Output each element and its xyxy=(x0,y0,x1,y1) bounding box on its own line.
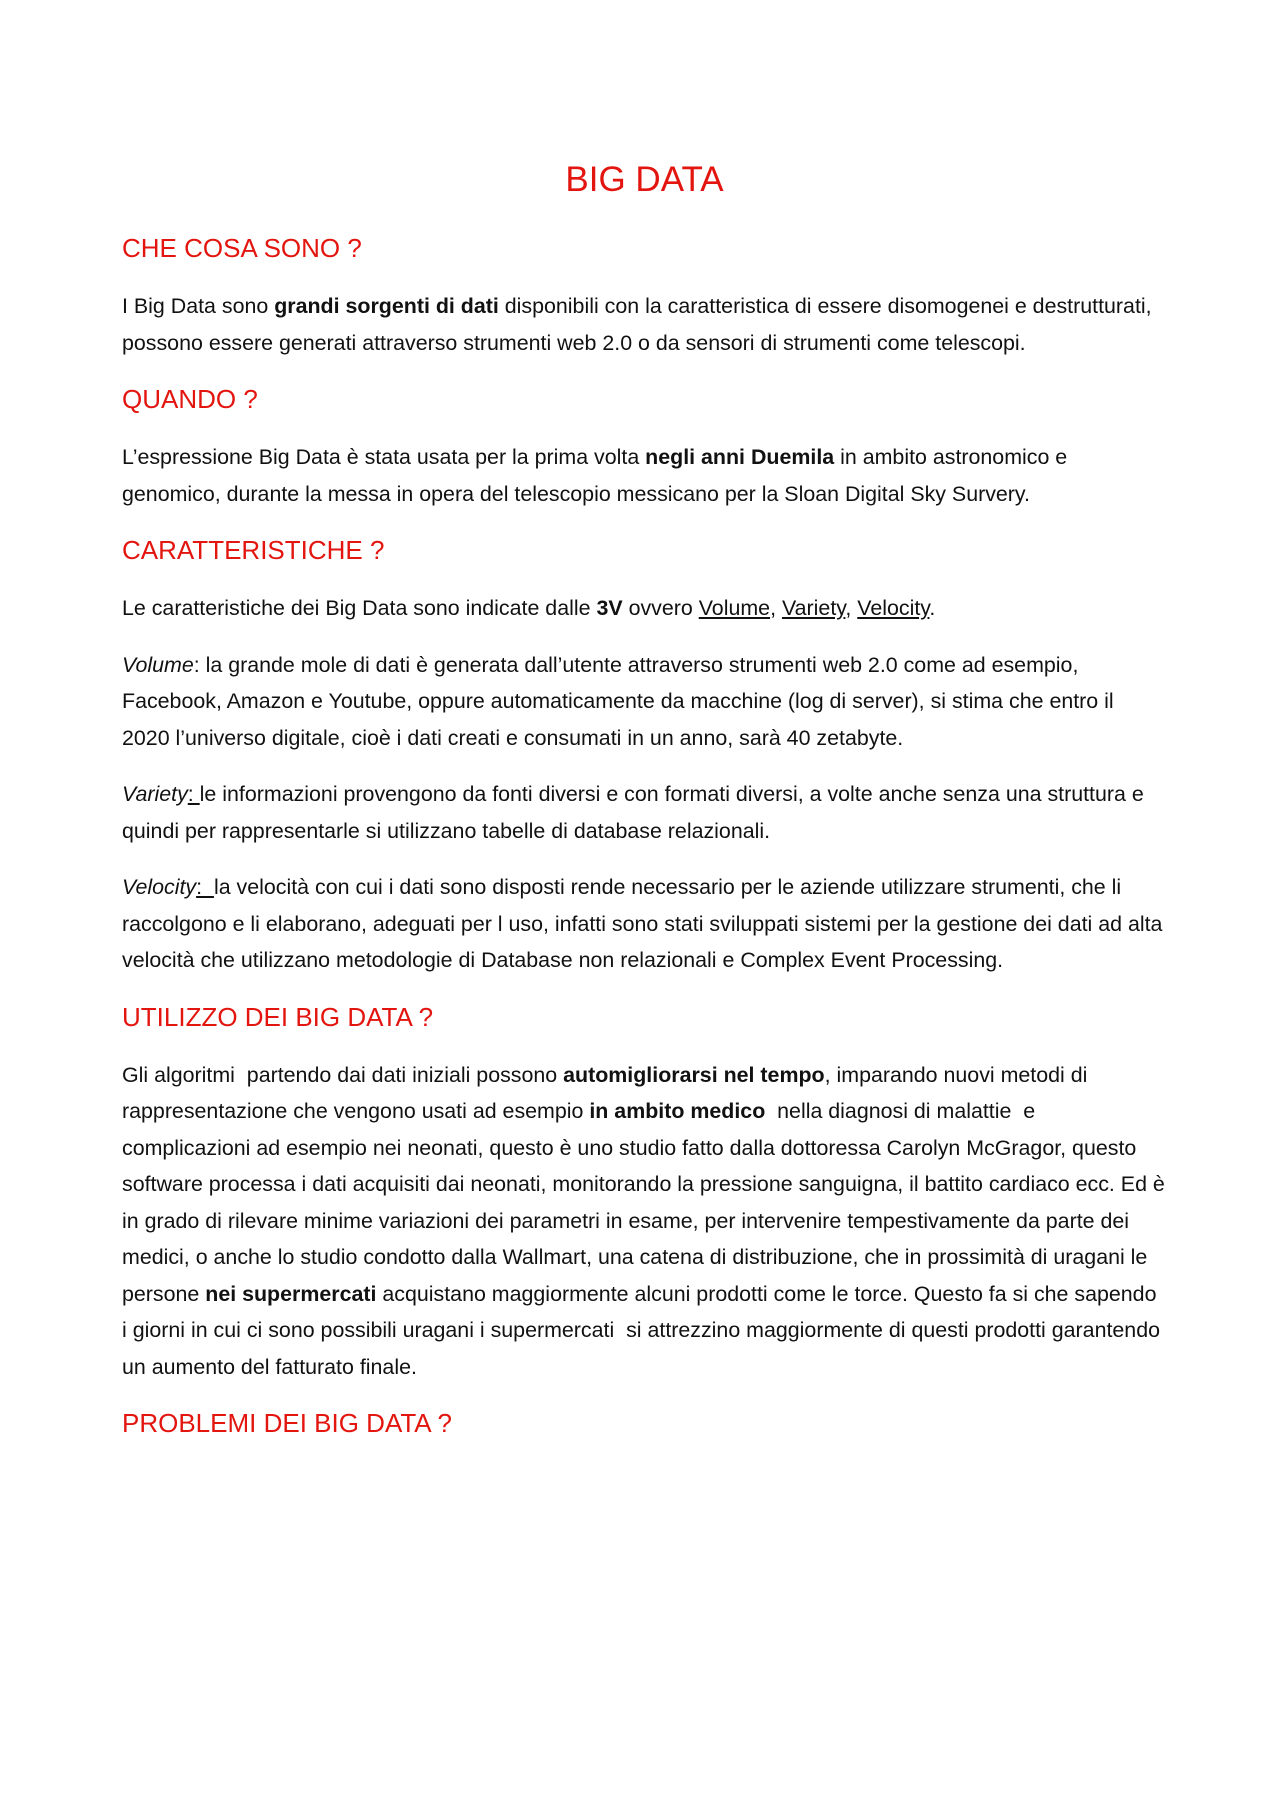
text-span: in ambito astronomico e genomico, durante la messa in opera del telescopio messicano per la Sloan Digital Sky Survery. xyxy=(122,445,1068,506)
bold-text: 3V xyxy=(596,596,623,620)
bold-text: in ambito medico xyxy=(589,1099,766,1123)
bold-text: automigliorarsi nel tempo xyxy=(563,1062,825,1087)
text-span: la velocità con cui i dati sono disposti rende necessario per le aziende utilizzare strumenti, che li raccolgono e li elaborano, adeguati per l uso, infatti sono stati sviluppati sistemi per la gestione dei dati ad alta velocità che utilizzano metodologie di Database non relazionali e Complex Event Processing. xyxy=(122,875,1163,972)
italic-term: Variety xyxy=(122,782,188,806)
paragraph-usage xyxy=(122,1057,1171,1386)
text-span: I Big Data sono xyxy=(122,294,275,318)
paragraph-when xyxy=(122,439,1167,512)
underlined-term-volume: Volume xyxy=(698,596,771,620)
document-title: BIG DATA xyxy=(565,160,724,199)
italic-term: Volume xyxy=(122,652,194,677)
section-what xyxy=(122,230,1167,361)
section-when xyxy=(122,381,1167,512)
italic-term: Velocity xyxy=(122,875,197,899)
paragraph-volume xyxy=(122,647,1167,757)
underlined-term-velocity: Velocity xyxy=(857,596,930,620)
text-span: Le caratteristiche dei Big Data sono indicate dalle xyxy=(122,596,597,620)
text-span: L’espressione Big Data è stata usata per la prima volta xyxy=(122,445,646,469)
bold-text: grandi sorgenti di dati xyxy=(274,294,499,318)
section-features xyxy=(122,532,1167,979)
section-heading-what: CHE COSA SONO ? xyxy=(122,233,362,263)
text-span: Gli algoritmi partendo dai dati iniziali possono xyxy=(122,1062,564,1087)
section-heading-features: CARATTERISTICHE ? xyxy=(122,535,385,565)
bold-text: negli anni Duemila xyxy=(645,445,835,469)
text-span: , imparando nuovi metodi di rappresentazione che vengono usati ad esempio xyxy=(122,1062,1094,1123)
paragraph-what xyxy=(122,288,1167,361)
section-heading-usage: UTILIZZO DEI BIG DATA ? xyxy=(122,1001,434,1032)
text-span: , xyxy=(770,596,782,620)
text-span: ovvero xyxy=(622,596,699,620)
paragraph-velocity xyxy=(122,869,1167,979)
bold-text: nei supermercati xyxy=(205,1281,377,1306)
section-heading-when: QUANDO ? xyxy=(122,384,258,414)
paragraph-variety xyxy=(122,776,1167,849)
section-usage xyxy=(122,999,1171,1386)
text-span: acquistano maggiormente alcuni prodotti come le torce. Questo fa si che sapendo i giorni in cui ci sono possibili uragani i supermercati si attrezzino maggiormente di questi prodotti garantendo un aumento del fatturato finale. xyxy=(122,1281,1166,1379)
text-span: . xyxy=(929,596,936,620)
section-problems xyxy=(122,1405,1167,1441)
underlined-colon: : xyxy=(187,782,200,806)
text-span: le informazioni provengono da fonti diversi e con formati diversi, a volte anche senza una struttura e quindi per rappresentarle si utilizzano tabelle di database relazionali. xyxy=(122,782,1144,843)
text-span: nella diagnosi di malattie e complicazioni ad esempio nei neonati, questo è uno studio fatto dalla dottoressa Carolyn McGragor, questo software processa i dati acquisiti dai neonati, monitorando la pressione sanguigna, il battito cardiaco ecc. Ed è in grado di rilevare minime variazioni dei parametri in esame, per intervenire tempestivamente da parte dei medici, o anche lo studio condotto dalla Wallmart, una catena di distribuzione, che in prossimità di uragani le persone xyxy=(122,1099,1171,1306)
paragraph-features-intro xyxy=(122,590,1167,627)
document-content xyxy=(122,158,1171,1463)
text-span: disponibili con la caratteristica di essere disomogenei e destrutturati, possono essere generati attraverso strumenti web 2.0 o da sensori di strumenti come telescopi. xyxy=(122,294,1152,355)
underlined-colon: : xyxy=(196,875,214,899)
underlined-term-variety: Variety xyxy=(781,596,846,620)
section-heading-problems: PROBLEMI DEI BIG DATA ? xyxy=(122,1408,452,1438)
text-span: : la grande mole di dati è generata dall’utente attraverso strumenti web 2.0 come ad esempio, Facebook, Amazon e Youtube, oppure automaticamente da macchine (log di server), si stima che entro il 2020 l’universo digitale, cioè i dati creati e consumati in un anno, sarà 40 zetabyte. xyxy=(122,652,1114,750)
text-span: , xyxy=(845,596,858,620)
